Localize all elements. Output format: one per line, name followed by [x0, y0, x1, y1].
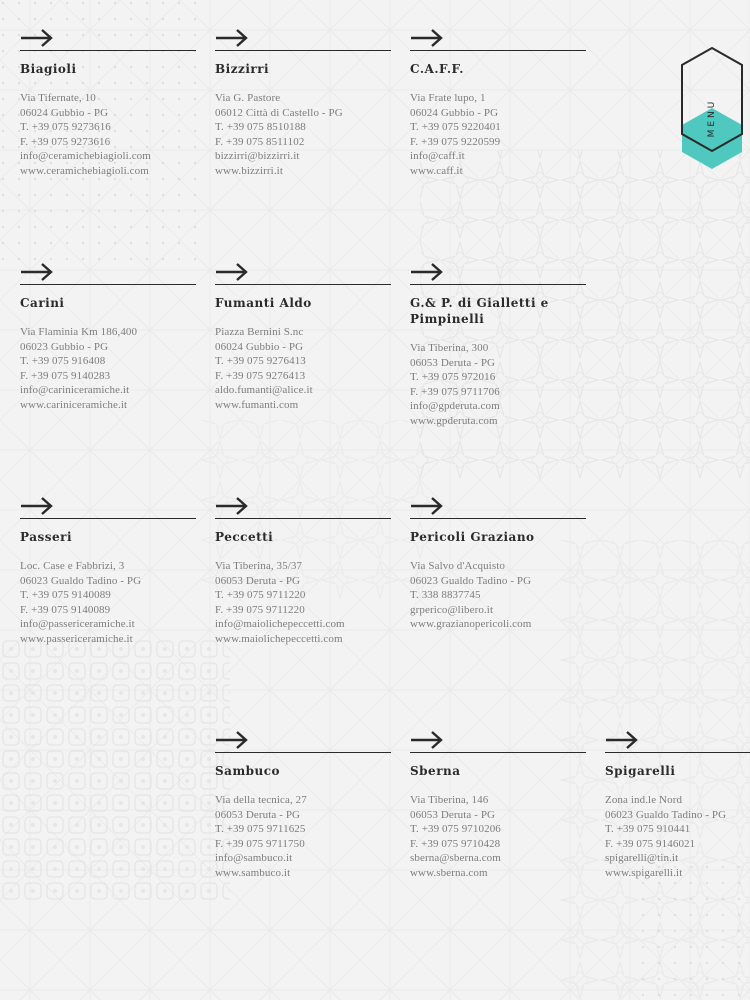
address-line: Via Tiberina, 300 [410, 342, 489, 354]
company-details [410, 559, 586, 632]
email-link[interactable]: bizzirri@bizzirri.it [215, 150, 300, 163]
city-line: 06053 Deruta - PG [215, 574, 301, 587]
company-name: Spigarelli [605, 764, 676, 778]
address-line: Via Salvo d'Acquisto [410, 560, 505, 572]
city-line: 06024 Gubbio - PG [410, 106, 499, 119]
fax-line: F. +39 075 9220599 [410, 135, 501, 148]
arrow-right-icon[interactable] [410, 262, 444, 282]
company-card [410, 496, 586, 632]
address-line: Via della tecnica, 27 [215, 794, 307, 806]
fax-line: F. +39 075 9273616 [20, 135, 111, 148]
address-line: Loc. Case e Fabbrizi, 3 [20, 560, 125, 572]
fax-line: F. +39 075 9711706 [410, 385, 500, 398]
website-link[interactable]: www.cariniceramiche.it [20, 398, 128, 411]
website-link[interactable]: www.maiolichepeccetti.com [215, 632, 343, 645]
website-link[interactable]: www.gpderuta.com [410, 414, 498, 427]
company-name: Bizzirri [215, 62, 270, 76]
email-link[interactable]: sberna@sberna.com [410, 852, 501, 865]
divider [20, 284, 196, 285]
company-details [20, 91, 196, 179]
company-details [20, 559, 196, 647]
email-link[interactable]: spigarelli@tin.it [605, 852, 679, 865]
company-name: Carini [20, 296, 65, 310]
address-line: Via Flaminia Km 186,400 [20, 326, 138, 338]
arrow-right-icon[interactable] [410, 28, 444, 48]
company-details [215, 91, 391, 179]
city-line: 06023 Gualdo Tadino - PG [410, 574, 532, 587]
divider [410, 518, 586, 519]
website-link[interactable]: www.sberna.com [410, 866, 488, 879]
company-card [215, 262, 391, 413]
divider [20, 50, 196, 51]
address-line: Via Tiberina, 35/37 [215, 560, 303, 572]
company-name: C.A.F.F. [410, 62, 464, 76]
arrow-right-icon[interactable] [215, 28, 249, 48]
phone-line: T. +39 075 916408 [20, 355, 106, 368]
divider [410, 284, 586, 285]
fax-line: F. +39 075 9711220 [215, 603, 305, 616]
address-line: Via Tifernate, 10 [20, 92, 96, 104]
phone-line: T. 338 8837745 [410, 589, 481, 602]
menu-button[interactable] [680, 46, 744, 170]
email-link[interactable]: info@ceramichebiagioli.com [20, 150, 151, 163]
company-details [215, 793, 391, 881]
company-card [215, 496, 391, 647]
company-details [605, 793, 750, 881]
company-card [20, 262, 196, 413]
fax-line: F. +39 075 8511102 [215, 135, 305, 148]
divider [215, 284, 391, 285]
address-line: Via Frate lupo, 1 [410, 92, 486, 104]
company-details [410, 91, 586, 179]
fax-line: F. +39 075 9146021 [605, 837, 696, 850]
company-name: Passeri [20, 530, 73, 544]
website-link[interactable]: www.fumanti.com [215, 398, 299, 411]
website-link[interactable]: www.ceramichebiagioli.com [20, 164, 149, 177]
phone-line: T. +39 075 9220401 [410, 121, 501, 134]
divider [605, 752, 750, 753]
phone-line: T. +39 075 910441 [605, 823, 691, 836]
company-card [605, 730, 750, 881]
company-name: Fumanti Aldo [215, 296, 312, 310]
address-line: Piazza Bernini S.nc [215, 326, 304, 338]
company-name: Peccetti [215, 530, 274, 544]
company-details [215, 559, 391, 647]
fax-line: F. +39 075 9140283 [20, 369, 111, 382]
arrow-right-icon[interactable] [215, 262, 249, 282]
email-link[interactable]: info@maiolichepeccetti.com [215, 618, 345, 631]
phone-line: T. +39 075 9710206 [410, 823, 501, 836]
arrow-right-icon[interactable] [215, 496, 249, 516]
company-card [410, 730, 586, 881]
city-line: 06023 Gualdo Tadino - PG [605, 808, 727, 821]
company-details [20, 325, 196, 413]
company-name: Biagioli [20, 62, 77, 76]
city-line: 06024 Gubbio - PG [20, 106, 109, 119]
company-card [215, 28, 391, 179]
company-card [215, 730, 391, 881]
company-details [410, 341, 586, 429]
company-card [20, 496, 196, 647]
arrow-right-icon[interactable] [215, 730, 249, 750]
company-name: Pericoli Graziano [410, 530, 535, 544]
company-name: Sberna [410, 764, 461, 778]
email-link[interactable]: info@cariniceramiche.it [20, 384, 130, 397]
company-card [410, 262, 586, 429]
arrow-right-icon[interactable] [605, 730, 639, 750]
website-link[interactable]: www.bizzirri.it [215, 164, 283, 177]
menu-label: MENU [707, 98, 717, 138]
city-line: 06053 Deruta - PG [410, 356, 496, 369]
city-line: 06024 Gubbio - PG [215, 340, 304, 353]
city-line: 06023 Gualdo Tadino - PG [20, 574, 142, 587]
company-card [410, 28, 586, 179]
fax-line: F. +39 075 9711750 [215, 837, 305, 850]
divider [20, 518, 196, 519]
address-line: Via Tiberina, 146 [410, 794, 489, 806]
email-link[interactable]: info@passericeramiche.it [20, 618, 135, 631]
email-link[interactable]: info@caff.it [410, 150, 465, 163]
company-card [20, 28, 196, 179]
divider [410, 50, 586, 51]
fax-line: F. +39 075 9140089 [20, 603, 111, 616]
arrow-right-icon[interactable] [410, 496, 444, 516]
company-name: G.& P. di Gialletti e Pimpinelli [410, 296, 549, 326]
arrow-right-icon[interactable] [20, 28, 54, 48]
arrow-right-icon[interactable] [410, 730, 444, 750]
website-link[interactable]: www.spigarelli.it [605, 866, 683, 879]
website-link[interactable]: www.caff.it [410, 164, 463, 177]
arrow-right-icon[interactable] [20, 496, 54, 516]
divider [215, 752, 391, 753]
email-link[interactable]: info@gpderuta.com [410, 400, 500, 413]
phone-line: T. +39 075 972016 [410, 371, 496, 384]
phone-line: T. +39 075 9276413 [215, 355, 306, 368]
email-link[interactable]: aldo.fumanti@alice.it [215, 384, 313, 397]
city-line: 06053 Deruta - PG [410, 808, 496, 821]
website-link[interactable]: www.grazianopericoli.com [410, 618, 532, 631]
arrow-right-icon[interactable] [20, 262, 54, 282]
phone-line: T. +39 075 9711220 [215, 589, 306, 602]
company-name: Sambuco [215, 764, 281, 778]
fax-line: F. +39 075 9710428 [410, 837, 501, 850]
phone-line: T. +39 075 8510188 [215, 121, 306, 134]
address-line: Zona ind.le Nord [605, 794, 683, 806]
divider [215, 50, 391, 51]
phone-line: T. +39 075 9140089 [20, 589, 111, 602]
divider [410, 752, 586, 753]
company-details [410, 793, 586, 881]
city-line: 06053 Deruta - PG [215, 808, 301, 821]
city-line: 06023 Gubbio - PG [20, 340, 109, 353]
phone-line: T. +39 075 9273616 [20, 121, 111, 134]
divider [215, 518, 391, 519]
email-link[interactable]: info@sambuco.it [215, 852, 293, 865]
address-line: Via G. Pastore [215, 92, 281, 104]
website-link[interactable]: www.passericeramiche.it [20, 632, 133, 645]
website-link[interactable]: www.sambuco.it [215, 866, 291, 879]
company-details [215, 325, 391, 413]
city-line: 06012 Città di Castello - PG [215, 106, 343, 119]
email-link[interactable]: grperico@libero.it [410, 603, 494, 616]
fax-line: F. +39 075 9276413 [215, 369, 306, 382]
phone-line: T. +39 075 9711625 [215, 823, 306, 836]
